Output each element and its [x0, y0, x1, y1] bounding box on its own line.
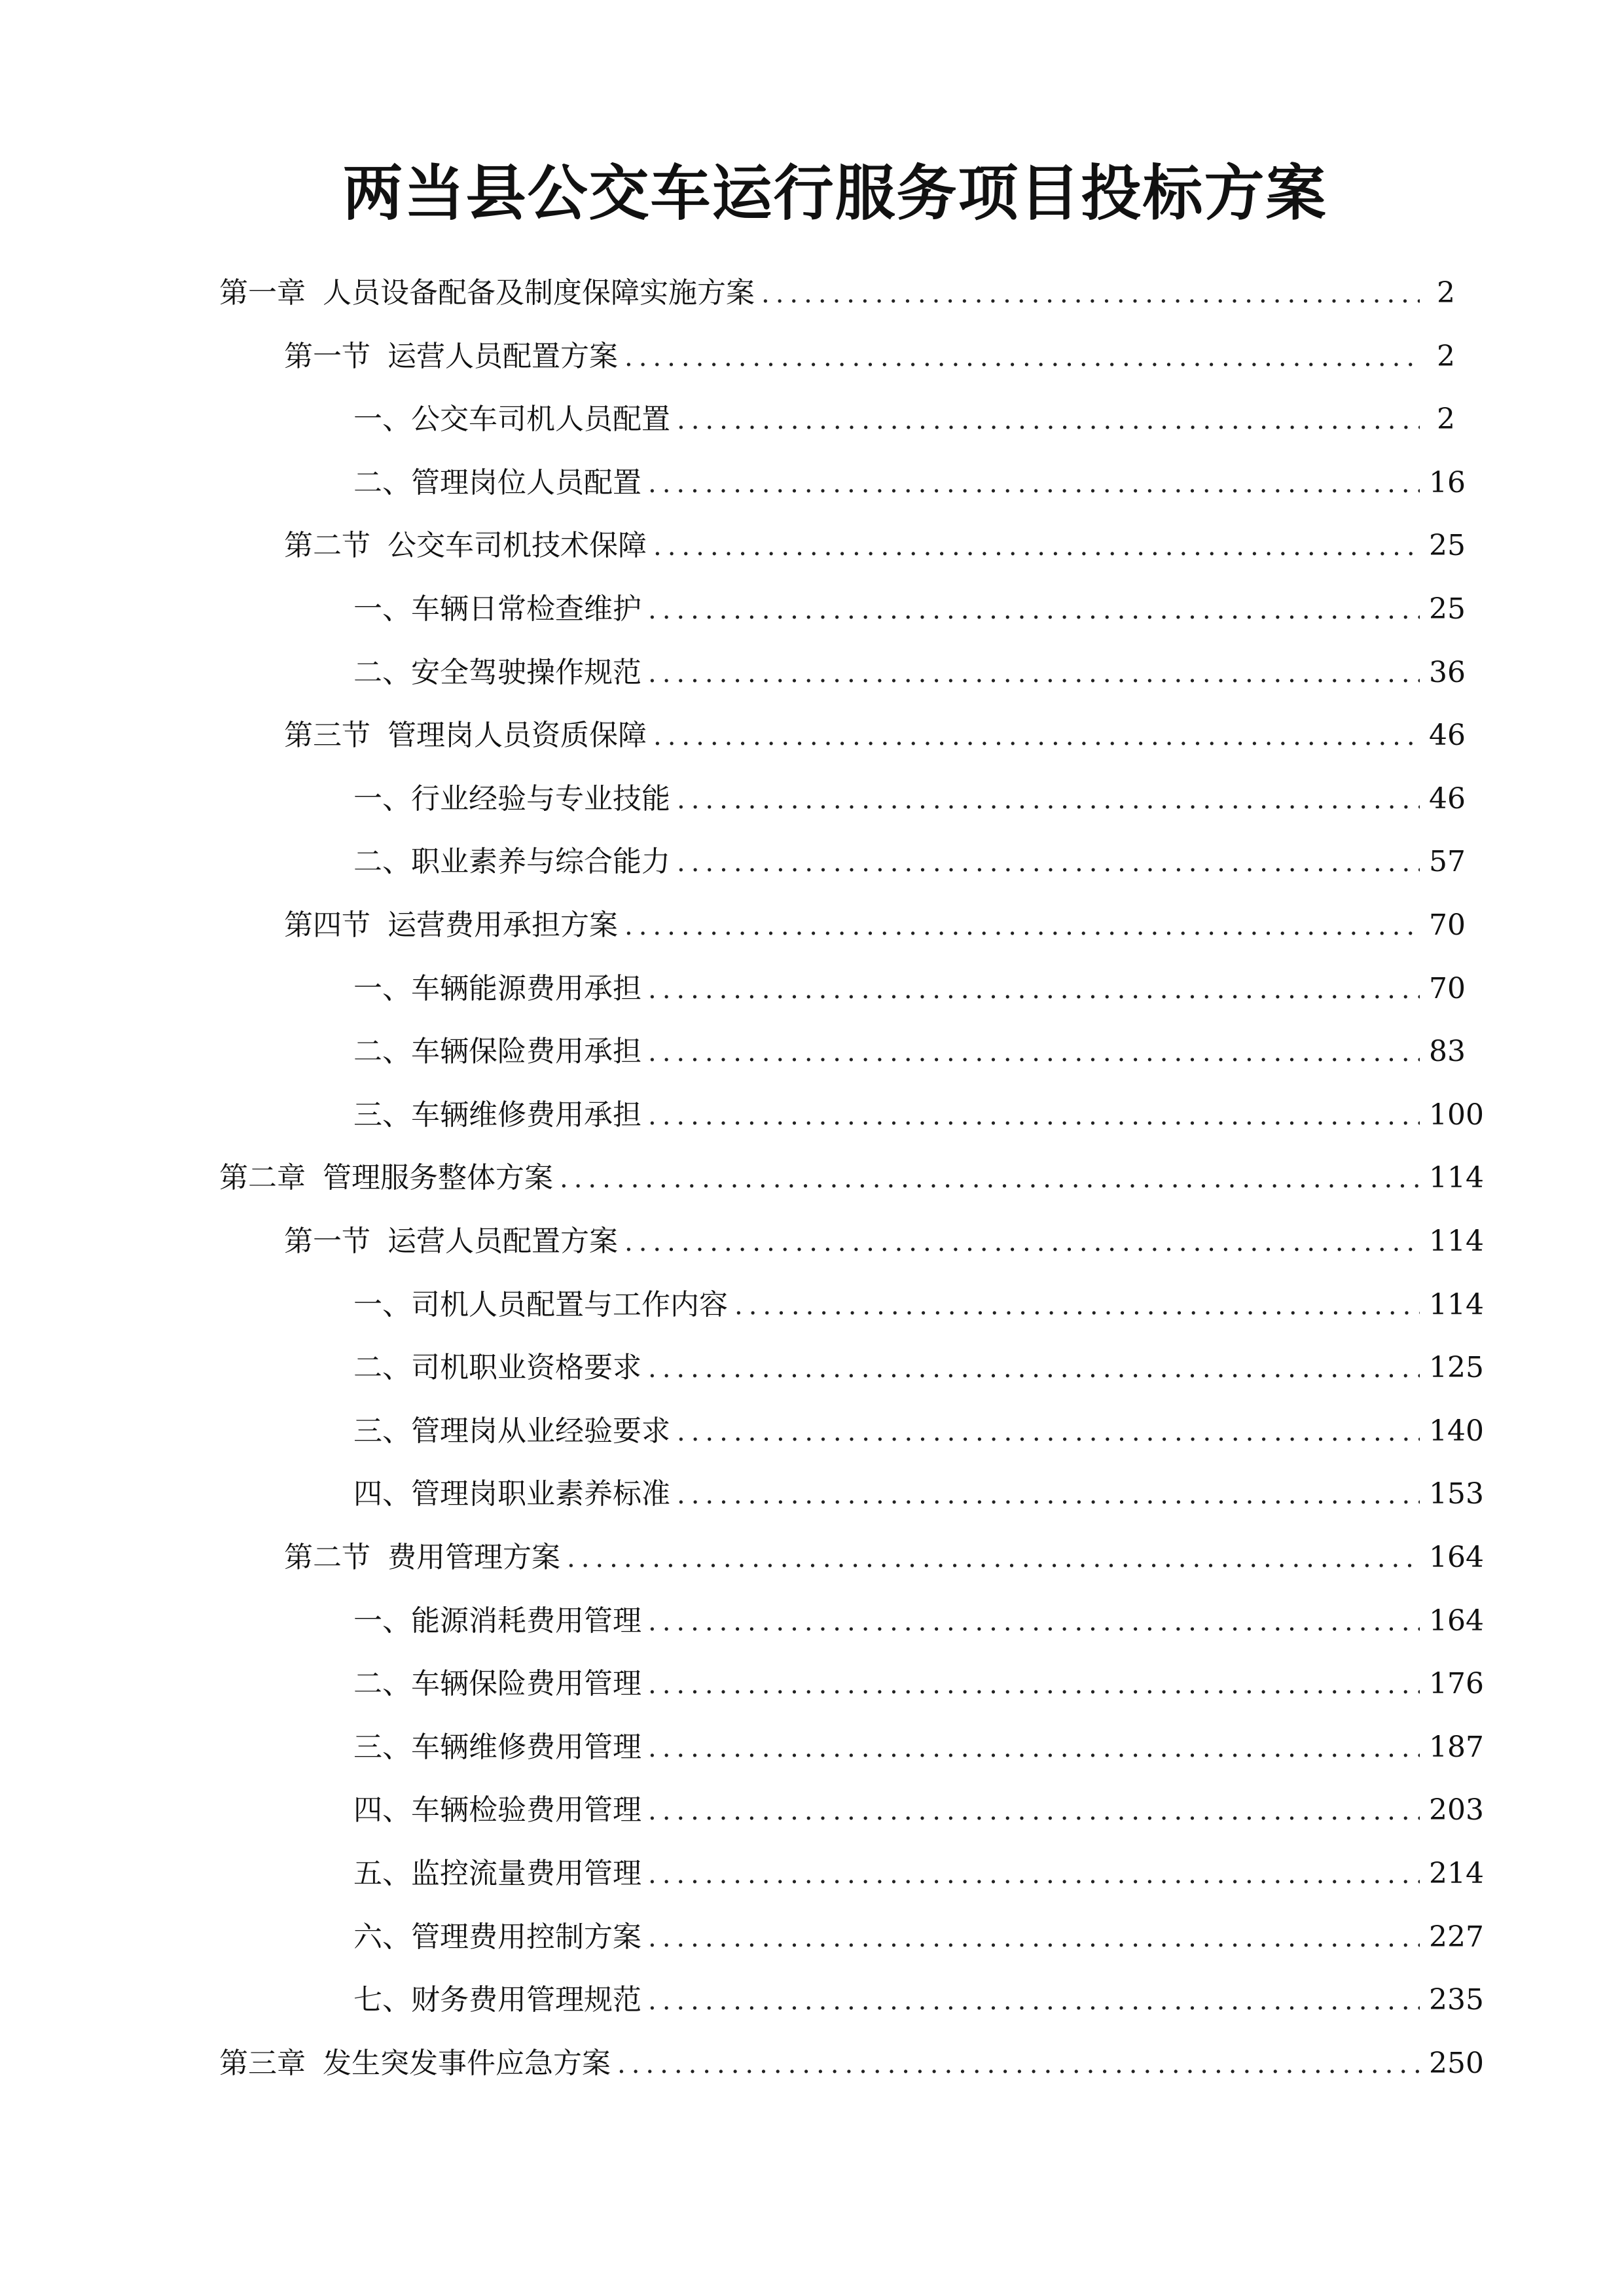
toc-dot-leader [648, 1337, 1420, 1400]
toc-entry[interactable] [353, 768, 1466, 831]
toc-dot-leader [648, 1969, 1420, 2032]
toc-entry-title: 安全驾驶操作规范 [411, 655, 641, 689]
toc-dot-leader [677, 768, 1420, 831]
toc-entry-title: 车辆能源费用承担 [411, 971, 641, 1005]
toc-dot-leader [648, 1907, 1420, 1969]
toc-entry[interactable] [353, 578, 1466, 641]
toc-entry-number: 四、 [353, 1793, 411, 1827]
toc-entry-number: 第三章 [219, 2046, 306, 2080]
toc-entry[interactable] [353, 1400, 1484, 1463]
toc-entry-number: 一、 [353, 403, 411, 437]
toc-entry-number: 二、 [353, 1667, 411, 1701]
toc-entry-page: 114 [1429, 1161, 1484, 1195]
toc-entry-number: 一、 [353, 1287, 411, 1321]
toc-entry-number: 一、 [353, 1604, 411, 1638]
toc-entry[interactable] [353, 388, 1455, 451]
toc-entry-title: 行业经验与专业技能 [411, 781, 670, 816]
toc-entry-title: 人员设备配备及制度保障实施方案 [323, 276, 755, 310]
toc-entry-number: 第二节 [284, 1541, 370, 1574]
toc-entry-number: 二、 [353, 1035, 411, 1069]
toc-entry-title: 监控流量费用管理 [411, 1857, 641, 1890]
toc-entry-title: 车辆检验费用管理 [411, 1793, 641, 1827]
toc-entry-number: 四、 [353, 1477, 411, 1511]
toc-entry-title: 能源消耗费用管理 [411, 1604, 641, 1638]
toc-entry-page: 16 [1429, 465, 1466, 499]
toc-dot-leader [648, 1590, 1420, 1653]
toc-dot-leader [677, 1401, 1420, 1463]
toc-dot-leader [648, 452, 1420, 515]
toc-entry-title: 车辆保险费用管理 [411, 1667, 641, 1701]
toc-entry-page: 227 [1429, 1920, 1484, 1954]
toc-entry[interactable] [284, 514, 1466, 577]
toc-entry[interactable] [284, 1526, 1484, 1589]
toc-entry-page: 114 [1429, 1225, 1484, 1258]
toc-entry-number: 第二章 [219, 1161, 306, 1195]
toc-entry[interactable] [353, 1653, 1484, 1715]
toc-dot-leader [648, 1021, 1420, 1084]
toc-entry[interactable] [353, 831, 1466, 893]
toc-dot-leader [761, 262, 1420, 325]
toc-entry-number: 五、 [353, 1857, 411, 1890]
toc-entry-number: 三、 [353, 1414, 411, 1448]
toc-entry[interactable] [353, 1716, 1484, 1779]
toc-dot-leader [648, 1717, 1420, 1780]
toc-dot-leader [648, 958, 1420, 1021]
toc-entry[interactable] [219, 1147, 1484, 1210]
toc-entry-number: 第三节 [284, 719, 370, 753]
toc-entry-number: 第一章 [219, 276, 306, 310]
toc-entry-number: 一、 [353, 781, 411, 816]
toc-entry-page: 2 [1437, 276, 1455, 310]
toc-entry-number: 七、 [353, 1983, 411, 2017]
toc-entry-page: 25 [1429, 592, 1466, 626]
toc-entry[interactable] [353, 1336, 1484, 1399]
toc-entry-page: 100 [1429, 1098, 1484, 1132]
toc-entry-number: 第二节 [284, 529, 370, 563]
toc-entry[interactable] [353, 1969, 1484, 2032]
toc-entry-title: 运营人员配置方案 [388, 1225, 618, 1258]
toc-entry-page: 2 [1437, 339, 1455, 373]
toc-entry-title: 司机职业资格要求 [411, 1351, 641, 1385]
toc-entry-page: 46 [1429, 719, 1466, 753]
toc-entry-number: 第一节 [284, 1225, 370, 1258]
toc-entry-title: 司机人员配置与工作内容 [411, 1287, 728, 1321]
toc-entry-title: 财务费用管理规范 [411, 1983, 641, 2017]
toc-entry-title: 发生突发事件应急方案 [323, 2046, 611, 2080]
toc-entry[interactable] [353, 452, 1466, 514]
toc-entry[interactable] [353, 1463, 1484, 1526]
toc-dot-leader [624, 1211, 1420, 1274]
toc-dot-leader [648, 1780, 1420, 1842]
toc-entry[interactable] [219, 2032, 1484, 2095]
toc-entry-page: 57 [1429, 845, 1466, 879]
toc-entry-title: 公交车司机人员配置 [411, 403, 670, 437]
toc-dot-leader [734, 1274, 1420, 1337]
toc-dot-leader [648, 1653, 1420, 1716]
toc-entry-page: 235 [1429, 1983, 1484, 2017]
toc-entry-title: 职业素养与综合能力 [411, 845, 670, 879]
toc-entry-number: 三、 [353, 1730, 411, 1764]
toc-dot-leader [648, 1843, 1420, 1906]
toc-entry-title: 管理岗从业经验要求 [411, 1414, 670, 1448]
toc-entry[interactable] [353, 1020, 1466, 1083]
toc-dot-leader [653, 705, 1420, 768]
toc-entry[interactable] [284, 894, 1466, 957]
toc-dot-leader [677, 831, 1420, 894]
toc-dot-leader [677, 389, 1420, 452]
toc-dot-leader [624, 326, 1420, 389]
toc-entry-title: 管理岗人员资质保障 [388, 719, 647, 753]
toc-entry[interactable] [284, 704, 1466, 767]
toc-dot-leader [648, 642, 1420, 705]
toc-entry-number: 一、 [353, 592, 411, 626]
toc-entry[interactable] [284, 325, 1455, 388]
toc-entry-title: 管理费用控制方案 [411, 1920, 641, 1954]
toc-entry-page: 83 [1429, 1035, 1466, 1069]
toc-dot-leader [677, 1463, 1420, 1526]
toc-dot-leader [560, 1147, 1420, 1210]
toc-entry-page: 164 [1429, 1541, 1484, 1574]
toc-entry[interactable] [353, 1842, 1484, 1905]
toc-entry[interactable] [353, 1274, 1484, 1336]
toc-entry-title: 车辆维修费用承担 [411, 1098, 641, 1132]
toc-entry-number: 第四节 [284, 908, 370, 942]
toc-entry-title: 运营费用承担方案 [388, 908, 618, 942]
toc-entry-number: 一、 [353, 971, 411, 1005]
toc-dot-leader [648, 1085, 1420, 1147]
toc-entry[interactable] [353, 1906, 1484, 1969]
toc-dot-leader [653, 515, 1420, 578]
toc-entry-number: 二、 [353, 465, 411, 499]
toc-entry-title: 车辆日常检查维护 [411, 592, 641, 626]
document-title: 两当县公交车运行服务项目投标方案 [342, 158, 1327, 228]
toc-entry-page: 70 [1429, 908, 1466, 942]
toc-entry-number: 二、 [353, 655, 411, 689]
toc-entry[interactable] [219, 262, 1455, 325]
toc-entry-page: 164 [1429, 1604, 1484, 1638]
toc-entry-number: 二、 [353, 1351, 411, 1385]
toc-entry-page: 153 [1429, 1477, 1484, 1511]
toc-entry-title: 车辆保险费用承担 [411, 1035, 641, 1069]
toc-entry-number: 三、 [353, 1098, 411, 1132]
toc-dot-leader [617, 2033, 1420, 2096]
toc-entry-title: 公交车司机技术保障 [388, 529, 647, 563]
toc-entry-number: 二、 [353, 845, 411, 879]
toc-entry[interactable] [353, 1590, 1484, 1653]
toc-entry-number: 第一节 [284, 339, 370, 373]
toc-entry-page: 114 [1429, 1287, 1484, 1321]
toc-entry-title: 管理服务整体方案 [323, 1161, 553, 1195]
toc-entry-title: 运营人员配置方案 [388, 339, 618, 373]
toc-entry-page: 250 [1429, 2046, 1484, 2080]
toc-dot-leader [648, 579, 1420, 641]
toc-entry-title: 费用管理方案 [388, 1541, 560, 1574]
toc-entry-title: 车辆维修费用管理 [411, 1730, 641, 1764]
toc-entry-number: 六、 [353, 1920, 411, 1954]
toc-entry-page: 46 [1429, 781, 1466, 816]
toc-entry-page: 125 [1429, 1351, 1484, 1385]
toc-entry[interactable] [353, 1779, 1484, 1842]
toc-dot-leader [624, 895, 1420, 958]
toc-dot-leader [567, 1527, 1420, 1590]
toc-entry[interactable] [353, 958, 1466, 1020]
toc-entry-page: 70 [1429, 971, 1466, 1005]
toc-entry-title: 管理岗职业素养标准 [411, 1477, 670, 1511]
toc-entry[interactable] [353, 641, 1466, 704]
toc-entry[interactable] [284, 1210, 1484, 1273]
toc-entry-page: 25 [1429, 529, 1466, 563]
toc-entry-page: 176 [1429, 1667, 1484, 1701]
toc-entry-page: 2 [1437, 403, 1455, 437]
toc-entry[interactable] [353, 1084, 1484, 1147]
toc-entry-page: 203 [1429, 1793, 1484, 1827]
toc-entry-title: 管理岗位人员配置 [411, 465, 641, 499]
toc-entry-page: 36 [1429, 655, 1466, 689]
toc-entry-page: 140 [1429, 1414, 1484, 1448]
toc-entry-page: 214 [1429, 1857, 1484, 1890]
toc-entry-page: 187 [1429, 1730, 1484, 1764]
